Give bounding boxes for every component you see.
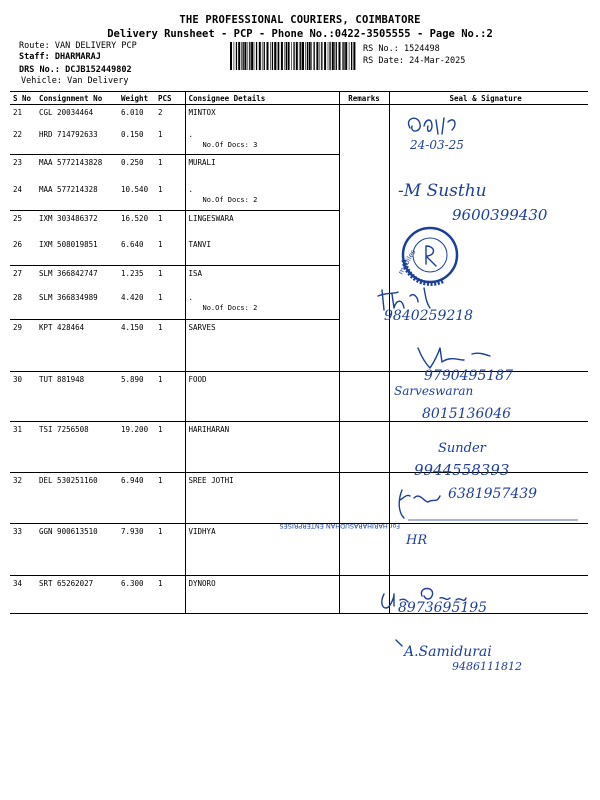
cell-weight-text: 0.150 xyxy=(121,129,144,139)
sig-name-34: A.Samidurai xyxy=(404,644,492,660)
cell-signature xyxy=(389,524,588,576)
cell-weight xyxy=(118,237,155,266)
cell-signature xyxy=(389,473,588,524)
cell-pcs-text: 1 xyxy=(158,323,163,332)
barcode-bar xyxy=(332,42,334,70)
rs-date-label: RS Date: xyxy=(363,56,404,66)
cell-remarks xyxy=(339,105,389,155)
barcode-bar xyxy=(309,42,311,70)
drs-label: DRS No.: xyxy=(19,65,60,75)
sig-name-30: Sunder xyxy=(438,441,486,456)
cell-pcs xyxy=(155,237,185,266)
cell-pcs xyxy=(155,422,185,473)
table-row xyxy=(10,266,588,290)
cell-sno-text: 28 xyxy=(13,292,23,302)
cell-sno-text: 32 xyxy=(13,476,23,485)
cell-consignee-text: VIDHYA xyxy=(188,527,216,536)
cell-weight-text: 19.200 xyxy=(121,425,149,434)
cell-pcs-text: 2 xyxy=(158,108,163,117)
docs-count: No.Of Docs: 3 xyxy=(202,140,258,149)
cell-weight-text: 0.250 xyxy=(121,158,144,167)
sig-date-22: 24-03-25 xyxy=(410,138,464,152)
cell-consignee-text: ISA xyxy=(188,269,203,278)
vehicle-value: Van Delivery xyxy=(67,76,129,86)
cell-sno-text: 23 xyxy=(13,158,23,167)
sig-extra-31: HR xyxy=(406,533,428,548)
barcode-bar xyxy=(278,42,279,70)
cell-weight xyxy=(118,524,155,576)
barcode-bar xyxy=(248,42,249,70)
barcode-bar xyxy=(353,42,355,70)
cell-pcs xyxy=(155,105,185,127)
table-row xyxy=(10,576,588,614)
cell-remarks xyxy=(339,576,389,614)
cell-sno xyxy=(10,473,36,524)
cell-consignment-no-text: IXM 508019851 xyxy=(39,239,98,249)
table-row xyxy=(10,320,588,372)
cell-sno xyxy=(10,182,36,211)
cell-consignee xyxy=(185,320,339,372)
barcode-bar xyxy=(299,42,300,70)
table-row xyxy=(10,422,588,473)
barcode-bar xyxy=(264,42,265,70)
barcode-bar xyxy=(267,42,269,70)
barcode-bar xyxy=(316,42,318,70)
barcode-bar xyxy=(234,42,235,70)
cell-pcs-text: 1 xyxy=(158,158,163,167)
cell-signature xyxy=(389,266,588,320)
cell-consignment-no xyxy=(36,320,118,372)
rs-date-line xyxy=(363,56,465,67)
cell-signature xyxy=(389,372,588,422)
barcode-bar xyxy=(311,42,312,70)
barcode-bar xyxy=(314,42,315,70)
cell-pcs xyxy=(155,290,185,320)
cell-weight-text: 10.540 xyxy=(121,184,149,194)
barcode-bar xyxy=(281,42,283,70)
cell-weight-text: 7.930 xyxy=(121,527,144,536)
barcode-bar xyxy=(238,42,240,70)
cell-consignment-no-text: HRD 714792633 xyxy=(39,129,98,139)
barcode-bar xyxy=(342,42,343,70)
cell-weight xyxy=(118,320,155,372)
cell-sno-text: 29 xyxy=(13,323,23,332)
cell-sno-text: 22 xyxy=(13,129,23,139)
table-row xyxy=(10,105,588,127)
barcode-bar xyxy=(296,42,298,70)
sig-phone-24: 9600399430 xyxy=(452,206,548,224)
cell-consignment-no-text: TUT 881948 xyxy=(39,375,85,384)
cell-sno xyxy=(10,211,36,237)
barcode-bar xyxy=(249,42,250,70)
cell-pcs-text: 1 xyxy=(158,579,163,588)
cell-sno-text: 31 xyxy=(13,425,23,434)
cell-pcs-text: 1 xyxy=(158,129,163,139)
barcode-bar xyxy=(262,42,263,70)
cell-remarks xyxy=(339,372,389,422)
cell-consignment-no-text: MAA 577214328 xyxy=(39,184,98,194)
cell-weight-text: 4.420 xyxy=(121,292,144,302)
barcode-bar xyxy=(259,42,261,70)
cell-sno xyxy=(10,422,36,473)
cell-consignment-no-text: DEL 530251160 xyxy=(39,476,98,485)
cell-weight xyxy=(118,422,155,473)
col-header-sno: S No xyxy=(10,92,36,105)
sig-name-24: -M Susthu xyxy=(398,181,487,201)
barcode-bar xyxy=(351,42,352,70)
barcode-bar xyxy=(230,42,232,70)
cell-sno xyxy=(10,105,36,127)
barcode-bar xyxy=(293,42,294,70)
cell-consignee xyxy=(185,524,339,576)
cell-weight xyxy=(118,127,155,155)
rs-no-line xyxy=(363,44,440,55)
barcode-bar xyxy=(286,42,287,70)
sig-name-29: Sarveswaran xyxy=(394,384,474,398)
col-header-consignee: Consignee Details xyxy=(185,92,339,105)
barcode-bar xyxy=(254,42,255,70)
barcode-bar xyxy=(236,42,237,70)
cell-consignment-no xyxy=(36,127,118,155)
cell-consignment-no xyxy=(36,473,118,524)
cell-consignment-no xyxy=(36,182,118,211)
cell-sno xyxy=(10,372,36,422)
barcode-bar xyxy=(256,42,257,70)
cell-consignment-no xyxy=(36,211,118,237)
barcode-bar xyxy=(334,42,335,70)
cell-pcs-text: 1 xyxy=(158,476,163,485)
cell-consignment-no-text: MAA 5772143828 xyxy=(39,158,103,167)
route-label: Route: xyxy=(19,41,50,51)
cell-consignment-no xyxy=(36,237,118,266)
cell-consignee xyxy=(185,266,339,290)
cell-consignment-no-text: SRT 65262027 xyxy=(39,579,94,588)
barcode-bar xyxy=(336,42,337,70)
cell-consignment-no-text: TSI 7256508 xyxy=(39,425,89,434)
barcode-bar xyxy=(339,42,341,70)
cell-sno-text: 34 xyxy=(13,579,23,588)
cell-pcs xyxy=(155,155,185,182)
barcode-bar xyxy=(302,42,304,70)
cell-consignment-no xyxy=(36,290,118,320)
cell-consignment-no xyxy=(36,155,118,182)
staff-label: Staff: xyxy=(19,52,50,62)
table-row xyxy=(10,524,588,576)
stamp-text: mobiles xyxy=(396,248,418,276)
cell-signature xyxy=(389,320,588,372)
cell-consignment-no-text: IXM 303486372 xyxy=(39,214,98,223)
cell-pcs-text: 1 xyxy=(158,239,163,249)
runsheet-subtitle: Delivery Runsheet - PCP - Phone No.:0422-3505555 - Page No.:2 xyxy=(107,28,493,40)
signature-34 xyxy=(396,640,522,673)
drs-value: DCJB152449802 xyxy=(65,65,132,75)
table-header-row xyxy=(10,92,588,105)
rs-no-value: 1524498 xyxy=(403,44,440,54)
cell-signature xyxy=(389,105,588,155)
cell-pcs-text: 1 xyxy=(158,425,163,434)
cell-consignee xyxy=(185,237,339,266)
barcode-bar xyxy=(288,42,290,70)
cell-consignment-no xyxy=(36,105,118,127)
route-value: VAN DELIVERY PCP xyxy=(54,41,137,51)
cell-consignment-no xyxy=(36,266,118,290)
vehicle-line xyxy=(21,76,129,87)
cell-sno xyxy=(10,524,36,576)
cell-pcs xyxy=(155,372,185,422)
cell-consignment-no xyxy=(36,422,118,473)
cell-consignee-text: . xyxy=(188,129,194,139)
cell-remarks xyxy=(339,473,389,524)
sig-phone-28: 9790495187 xyxy=(424,368,514,384)
cell-remarks xyxy=(339,266,389,320)
barcode-bar xyxy=(277,42,278,70)
cell-consignee-text: SARVES xyxy=(188,323,216,332)
sig-phone-29: 8015136046 xyxy=(422,406,512,422)
rs-no-label: RS No.: xyxy=(363,44,399,54)
cell-consignment-no-text: SLM 366842747 xyxy=(39,269,98,278)
cell-pcs xyxy=(155,127,185,155)
cell-consignee xyxy=(185,105,339,127)
cell-weight xyxy=(118,105,155,127)
cell-sno xyxy=(10,576,36,614)
table-row xyxy=(10,372,588,422)
barcode-bar xyxy=(349,42,350,70)
cell-signature xyxy=(389,155,588,211)
col-header-remarks: Remarks xyxy=(339,92,389,105)
cell-consignment-no xyxy=(36,524,118,576)
staff-value: DHARMARAJ xyxy=(54,52,101,62)
staff-line xyxy=(19,52,101,63)
cell-sno xyxy=(10,320,36,372)
cell-consignee xyxy=(185,422,339,473)
col-header-pcs: PCS xyxy=(155,92,185,105)
cell-consignee xyxy=(185,576,339,614)
barcode-bar xyxy=(320,42,321,70)
barcode xyxy=(230,42,358,70)
cell-sno xyxy=(10,127,36,155)
cell-consignee-text: HARIHARAN xyxy=(188,425,230,434)
cell-sno-text: 30 xyxy=(13,375,23,384)
sig-phone-31: 6381957439 xyxy=(448,486,538,502)
barcode-bar xyxy=(270,42,271,70)
cell-weight-text: 4.150 xyxy=(121,323,144,332)
cell-consignee-text: DYNORO xyxy=(188,579,216,588)
cell-signature xyxy=(389,422,588,473)
cell-sno xyxy=(10,290,36,320)
cell-weight-text: 5.890 xyxy=(121,375,144,384)
cell-pcs xyxy=(155,473,185,524)
cell-weight xyxy=(118,576,155,614)
barcode-bar xyxy=(307,42,308,70)
cell-consignee-text: . xyxy=(188,184,194,194)
company-name: THE PROFESSIONAL COURIERS, COIMBATORE xyxy=(179,14,421,26)
barcode-bar xyxy=(291,42,292,70)
cell-consignee xyxy=(185,290,339,320)
cell-remarks xyxy=(339,320,389,372)
cell-pcs xyxy=(155,576,185,614)
cell-sno-text: 33 xyxy=(13,527,23,536)
cell-pcs-text: 1 xyxy=(158,184,163,194)
cell-consignee xyxy=(185,182,339,211)
barcode-bar xyxy=(272,42,273,70)
table-row xyxy=(10,155,588,182)
cell-remarks xyxy=(339,422,389,473)
barcode-bar xyxy=(328,42,329,70)
col-header-weight: Weight xyxy=(118,92,155,105)
barcode-bar xyxy=(343,42,344,70)
cell-pcs xyxy=(155,182,185,211)
cell-consignment-no-text: KPT 428464 xyxy=(39,323,85,332)
cell-remarks xyxy=(339,524,389,576)
cell-weight-text: 6.640 xyxy=(121,239,144,249)
barcode-bar xyxy=(345,42,347,70)
stamp-text-31: For HARIHARASUDHAN ENTERPRISES xyxy=(279,522,400,530)
cell-pcs-text: 1 xyxy=(158,292,163,302)
cell-consignee-text: TANVI xyxy=(188,239,212,249)
cell-consignment-no xyxy=(36,576,118,614)
sig-phone-26: 9840259218 xyxy=(384,308,474,324)
sig-phone-30: 9944558393 xyxy=(414,461,510,479)
cell-sno-text: 24 xyxy=(13,184,23,194)
cell-weight xyxy=(118,266,155,290)
cell-consignee-text: MURALI xyxy=(188,158,216,167)
cell-weight xyxy=(118,182,155,211)
cell-sno-text: 21 xyxy=(13,108,23,117)
cell-pcs xyxy=(155,320,185,372)
cell-consignee-text: LINGESWARA xyxy=(188,214,234,223)
barcode-bar xyxy=(324,42,326,70)
barcode-bar xyxy=(305,42,306,70)
barcode-bar xyxy=(300,42,301,70)
col-header-consignment: Consignment No xyxy=(36,92,118,105)
vehicle-label: Vehicle: xyxy=(21,76,62,86)
cell-consignee xyxy=(185,127,339,155)
cell-pcs xyxy=(155,524,185,576)
cell-sno-text: 27 xyxy=(13,269,23,278)
runsheet-table xyxy=(10,91,588,614)
barcode-bar xyxy=(251,42,253,70)
cell-consignee xyxy=(185,473,339,524)
route-line xyxy=(19,41,137,52)
cell-weight xyxy=(118,290,155,320)
cell-pcs-text: 1 xyxy=(158,269,163,278)
cell-weight-text: 6.940 xyxy=(121,476,144,485)
cell-consignee-text: . xyxy=(188,292,194,302)
cell-sno xyxy=(10,237,36,266)
docs-count: No.Of Docs: 2 xyxy=(202,303,258,312)
barcode-bar xyxy=(321,42,322,70)
barcode-bar xyxy=(285,42,286,70)
cell-pcs-text: 1 xyxy=(158,527,163,536)
cell-remarks xyxy=(339,155,389,211)
cell-consignee xyxy=(185,211,339,237)
barcode-bar xyxy=(244,42,246,70)
cell-signature xyxy=(389,211,588,266)
cell-weight xyxy=(118,473,155,524)
cell-pcs-text: 1 xyxy=(158,214,163,223)
cell-consignment-no-text: CGL 20034464 xyxy=(39,108,94,117)
cell-sno xyxy=(10,266,36,290)
cell-consignee xyxy=(185,372,339,422)
table-row xyxy=(10,211,588,237)
table-row xyxy=(10,473,588,524)
col-header-signature: Seal & Signature xyxy=(389,92,588,105)
cell-weight-text: 6.300 xyxy=(121,579,144,588)
cell-weight-text: 16.520 xyxy=(121,214,149,223)
cell-weight xyxy=(118,372,155,422)
cell-pcs xyxy=(155,266,185,290)
sig-phone-33: 8973695195 xyxy=(398,600,488,616)
cell-weight xyxy=(118,155,155,182)
cell-sno-text: 25 xyxy=(13,214,23,223)
cell-remarks xyxy=(339,211,389,266)
cell-consignment-no-text: GGN 900613510 xyxy=(39,527,98,536)
barcode-bar xyxy=(241,42,242,70)
cell-sno xyxy=(10,155,36,182)
cell-weight xyxy=(118,211,155,237)
cell-consignment-no-text: SLM 366834989 xyxy=(39,292,98,302)
cell-signature xyxy=(389,576,588,614)
sig-phone-34: 9486111812 xyxy=(452,660,522,673)
barcode-bar xyxy=(274,42,276,70)
cell-pcs-text: 1 xyxy=(158,375,163,384)
cell-consignee-text: FOOD xyxy=(188,375,207,384)
barcode-bar xyxy=(329,42,330,70)
drs-line xyxy=(19,65,132,76)
cell-sno-text: 26 xyxy=(13,239,23,249)
cell-consignment-no xyxy=(36,372,118,422)
docs-count: No.Of Docs: 2 xyxy=(202,195,258,204)
cell-weight-text: 1.235 xyxy=(121,269,144,278)
cell-weight-text: 6.010 xyxy=(121,108,144,117)
rs-date-value: 24-Mar-2025 xyxy=(409,56,466,66)
cell-consignee-text: SREE JOTHI xyxy=(188,476,234,485)
cell-pcs xyxy=(155,211,185,237)
cell-consignee xyxy=(185,155,339,182)
cell-consignee-text: MINTOX xyxy=(188,108,216,117)
barcode-bar xyxy=(243,42,244,70)
